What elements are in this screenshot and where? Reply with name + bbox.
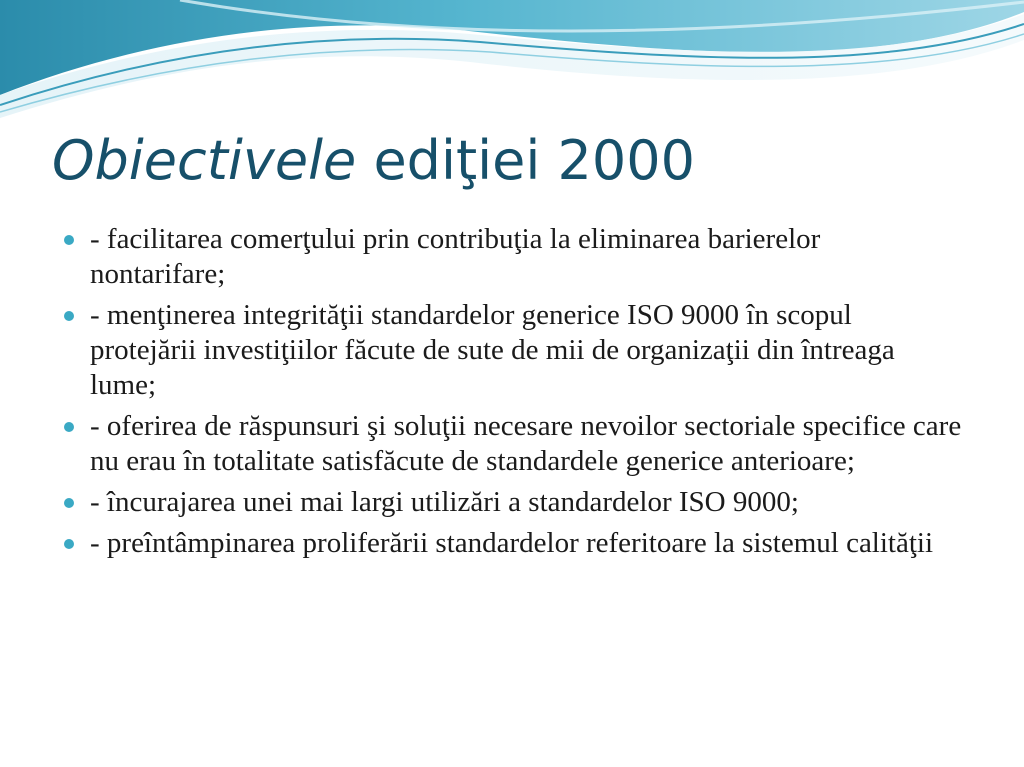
bullet-text: - oferirea de răspunsuri şi soluţii necesare nevoilor sectoriale specifice care nu erau în totalitate satisfăcute de standardele generice anterioare; <box>90 410 962 477</box>
bullet-item <box>62 485 962 520</box>
bullet-text: - preîntâmpinarea proliferării standardelor referitoare la sistemul calităţii <box>90 527 934 559</box>
bullet-item <box>62 409 962 479</box>
bullet-text: - menţinerea integrităţii standardelor generice ISO 9000 în scopul protejării investiţiilor făcute de sute de mii de organizaţii din întreaga lume; <box>90 299 895 401</box>
bullet-dot-icon <box>62 233 76 247</box>
bullet-dot-icon <box>62 496 76 510</box>
header-wave-decoration <box>0 0 1024 120</box>
bullet-item <box>62 222 962 292</box>
slide-title-italic: Obiectivele <box>52 129 357 192</box>
bullet-item <box>62 298 962 403</box>
bullet-list <box>62 222 962 567</box>
bullet-dot-icon <box>62 309 76 323</box>
bullet-text: - încurajarea unei mai largi utilizări a standardelor ISO 9000; <box>90 486 799 518</box>
bullet-text: - facilitarea comerţului prin contribuţia la eliminarea barierelor nontarifare; <box>90 223 821 290</box>
bullet-dot-icon <box>62 537 76 551</box>
slide-title-rest: ediţiei 2000 <box>356 129 695 192</box>
bullet-item <box>62 526 962 561</box>
bullet-dot-icon <box>62 420 76 434</box>
slide-title <box>52 126 695 196</box>
